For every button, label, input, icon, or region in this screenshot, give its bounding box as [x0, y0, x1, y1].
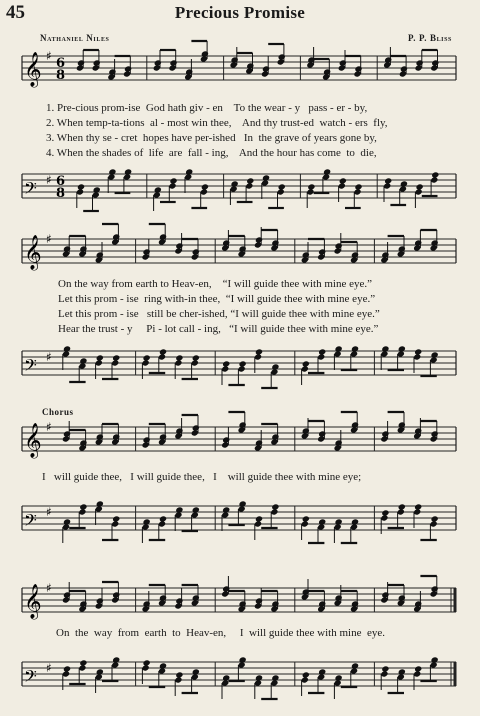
time-signature-bottom: 8 — [56, 186, 66, 201]
bass-staff-4 — [0, 656, 480, 696]
note-head — [62, 518, 71, 543]
note-head — [153, 186, 162, 211]
bass-clef-icon: 𝄢 — [24, 666, 37, 690]
hymn-title: Precious Promise — [174, 3, 306, 22]
note-head — [228, 412, 246, 434]
note-head — [413, 230, 422, 252]
verse-line-4: 4. When the shades of life are fall - ing, And the hour has come to die, — [46, 147, 377, 159]
verse-line-1: 1. Pre-cious prom-ise God hath giv - en To the wear - y pass - er - by, — [46, 102, 368, 114]
treble-staff-2 — [0, 233, 480, 273]
treble-staff-1 — [0, 50, 480, 90]
note-head — [420, 230, 438, 252]
note-head — [341, 518, 359, 543]
note-head — [149, 662, 167, 687]
note-head — [182, 506, 200, 531]
note-head — [261, 674, 279, 699]
note-head — [228, 500, 246, 525]
bass-clef-icon: 𝄢 — [24, 178, 37, 202]
note-head — [182, 668, 200, 693]
bass-staff-3 — [0, 500, 480, 540]
note-head — [420, 515, 438, 540]
treble-clef-icon: 𝄞 — [24, 423, 42, 458]
note-head — [388, 668, 406, 693]
note-head — [380, 345, 389, 370]
words-credit: Nathaniel Niles — [40, 33, 110, 43]
note-head — [230, 47, 239, 69]
note-head — [341, 662, 359, 687]
note-head — [184, 168, 193, 193]
note-head — [345, 183, 363, 208]
note-head — [221, 230, 230, 252]
time-signature-top: 6 — [56, 174, 66, 189]
music-credit: P. P. Bliss — [408, 33, 452, 43]
note-head — [268, 183, 286, 208]
bass-clef-icon: 𝄢 — [24, 510, 37, 534]
note-head — [102, 656, 120, 681]
key-signature-sharp-icon: ♯ — [46, 661, 52, 675]
note-head — [69, 357, 87, 382]
hymn-number: 45 — [6, 2, 25, 23]
key-signature-sharp-icon: ♯ — [46, 49, 52, 63]
key-signature-sharp-icon: ♯ — [46, 232, 52, 246]
note-head — [383, 47, 392, 69]
treble-clef-icon: 𝄞 — [24, 235, 42, 270]
note-head — [174, 418, 183, 440]
note-head — [314, 168, 332, 193]
note-head — [221, 360, 230, 385]
bass-staff-1 — [0, 168, 480, 208]
note-head — [102, 515, 120, 540]
key-signature-sharp-icon: ♯ — [46, 581, 52, 595]
note-head — [261, 174, 270, 199]
bass-staff-2 — [0, 345, 480, 385]
note-head — [62, 345, 71, 370]
note-head — [306, 183, 315, 208]
time-signature-bottom: 8 — [56, 68, 66, 83]
treble-staff-3 — [0, 421, 480, 461]
note-head — [174, 506, 183, 531]
note-head — [221, 674, 230, 699]
refrain-line-2: Let this prom - ise ring with-in thee, “I will guide thee with mine eye.” — [58, 293, 376, 305]
note-head — [308, 668, 326, 693]
refrain-line-4: Hear the trust - y Pi - lot call - ing, “I will guide thee with mine eye.” — [58, 323, 379, 335]
note-head — [341, 345, 359, 370]
note-head — [254, 674, 263, 699]
key-signature-sharp-icon: ♯ — [46, 350, 52, 364]
treble-clef-icon: 𝄞 — [24, 52, 42, 87]
note-head — [341, 412, 359, 434]
chorus-label: Chorus — [42, 407, 74, 417]
note-head — [308, 518, 326, 543]
note-head — [261, 363, 279, 388]
verse-line-3: 3. When thy se - cret hopes have per-ished In the grave of years gone by, — [46, 132, 377, 144]
note-head — [107, 168, 116, 193]
bass-clef-icon: 𝄢 — [24, 355, 37, 379]
chorus-line-1: I will guide thee, I will guide thee, I will guide thee with mine eye; — [42, 471, 362, 483]
note-head — [334, 345, 343, 370]
note-head — [83, 186, 101, 211]
note-head — [301, 579, 310, 601]
note-head — [388, 345, 406, 370]
note-head — [420, 351, 438, 376]
key-signature-sharp-icon: ♯ — [46, 505, 52, 519]
note-head — [191, 41, 209, 63]
note-head — [221, 506, 230, 531]
key-signature-sharp-icon: ♯ — [46, 173, 52, 187]
treble-clef-icon: 𝄞 — [24, 584, 42, 619]
treble-staff-4 — [0, 582, 480, 622]
refrain-line-1: On the way from earth to Heav-en, “I will guide thee with mine eye.” — [58, 278, 372, 290]
note-head — [420, 656, 438, 681]
note-head — [334, 518, 343, 543]
note-head — [228, 656, 246, 681]
note-head — [390, 180, 408, 205]
time-signature-top: 6 — [56, 56, 66, 71]
note-head — [149, 515, 167, 540]
verse-line-2: 2. When temp-ta-tions al - most win thee, And thy trust-ed watch - ers fly, — [46, 117, 388, 129]
note-head — [261, 230, 279, 252]
chorus-line-2: On the way from earth to Heav-en, I will guide thee with mine eye. — [56, 627, 385, 639]
note-head — [388, 412, 406, 434]
note-head — [228, 360, 246, 385]
refrain-line-3: Let this prom - ise still be cher-ished, “I will guide thee with mine eye.” — [58, 308, 380, 320]
note-head — [115, 168, 133, 193]
note-head — [102, 224, 120, 246]
note-head — [76, 183, 85, 208]
note-head — [95, 500, 104, 525]
key-signature-sharp-icon: ♯ — [46, 420, 52, 434]
note-head — [301, 515, 310, 540]
note-head — [306, 47, 315, 69]
note-head — [191, 183, 209, 208]
note-head — [149, 224, 167, 246]
